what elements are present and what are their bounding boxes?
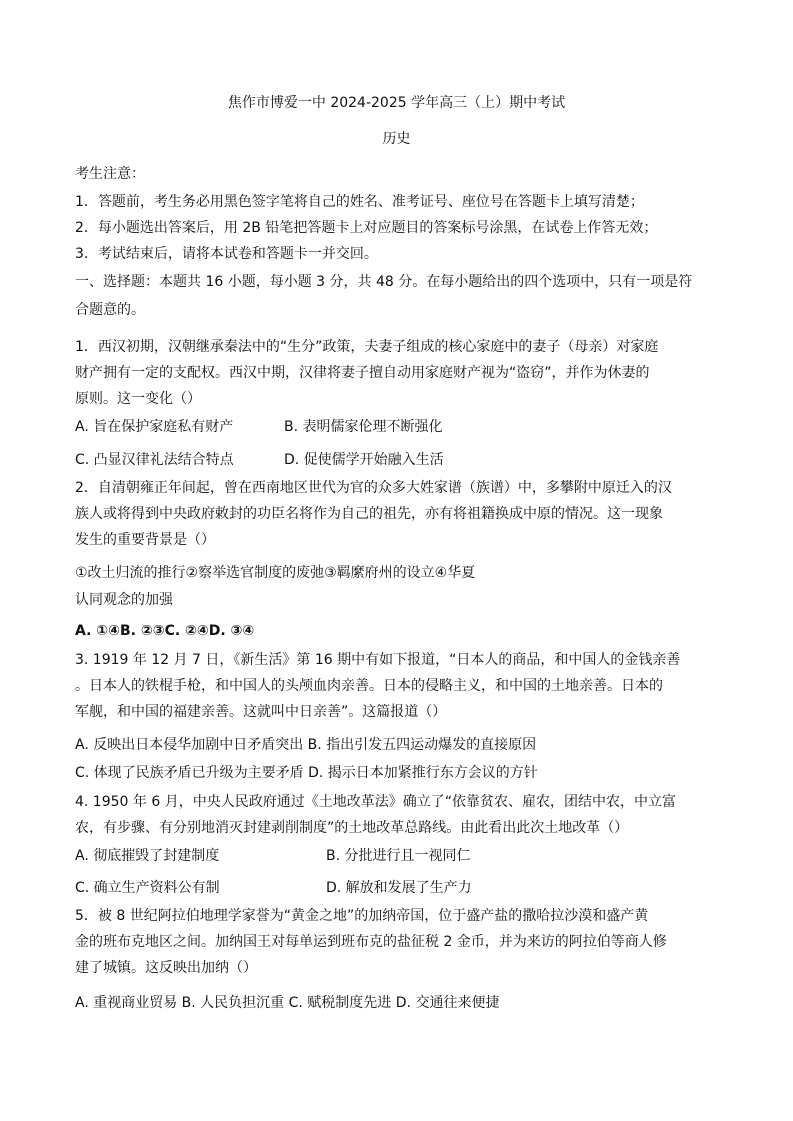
question-2-items: ①改土归流的推行②察举选官制度的废弛③羁縻府州的设立④华夏 [75,565,476,581]
notice-item: 3．考试结束后，请将本试卷和答题卡一并交回。 [75,246,378,262]
section-heading: 一、选择题：本题共 16 小题，每小题 3 分，共 48 分。在每小题给出的四个选项中，只有一项是符 [75,274,693,290]
question-1-text: 财产拥有一定的支配权。西汉中期，汉律将妻子擅自动用家庭财产视为“盗窃”，并作为休妻的 [75,365,650,381]
subject-title: 历史 [382,131,411,147]
question-3-text: 3. 1919 年 12 月 7 日，《新生活》第 16 期中有如下报道，“日本人的商品，和中国人的金钱亲善 [75,652,681,668]
question-4-text: 农，有步骤、有分别地消灭封建剥削制度”的土地改革总路线。由此看出此次土地改革（） [75,820,629,836]
question-2-text: 2．自清朝雍正年间起，曾在西南地区世代为官的众多大姓家谱（族谱）中，多攀附中原迁入的汉 [75,480,672,496]
question-4-option-b: B. 分批进行且一视同仁 [326,848,471,864]
notice-item: 1．答题前，考生务必用黑色签字笔将自己的姓名、准考证号、座位号在答题卡上填写清楚； [75,194,644,210]
question-3-text: 军舰，和中国的福建亲善。这就叫中日亲善”。这篇报道（） [75,704,447,720]
question-1-option-a: A. 旨在保护家庭私有财产 [75,419,234,435]
question-5-text: 建了城镇。这反映出加纳（） [75,960,257,976]
exam-title: 焦作市博爱一中 2024-2025 学年高三（上）期中考试 [227,95,566,111]
question-2-options: A. ①④B. ②③C. ②④D. ③④ [75,623,255,639]
question-2-text: 发生的重要背景是（） [75,532,215,548]
question-3-options-cd: C. 体现了民族矛盾已升级为主要矛盾 D. 揭示日本加紧推行东方会议的方针 [75,765,538,781]
question-2-items-cont: 认同观念的加强 [75,592,173,608]
question-4-text: 4. 1950 年 6 月，中央人民政府通过《土地改革法》确立了“依靠贫农、雇农，团结中农，中立富 [75,794,676,810]
question-5-options: A. 重视商业贸易 B. 人民负担沉重 C. 赋税制度先进 D. 交通往来便捷 [75,995,500,1011]
question-4-option-a: A. 彻底摧毁了封建制度 [75,848,220,864]
question-4-option-d: D. 解放和发展了生产力 [326,880,472,896]
question-1-text: 1．西汉初期，汉朝继承秦法中的“生分”政策，夫妻子组成的核心家庭中的妻子（母亲）对家庭 [75,339,659,355]
question-3-options-ab: A. 反映出日本侵华加剧中日矛盾突出 B. 指出引发五四运动爆发的直接原因 [75,737,537,753]
question-1-option-c: C. 凸显汉律礼法结合特点 [75,452,234,468]
question-5-text: 5．被 8 世纪阿拉伯地理学家誉为“黄金之地”的加纳帝国，位于盛产盐的撒哈拉沙漠和盛产黄 [75,908,649,924]
question-2-text: 族人或将得到中央政府敕封的功臣名将作为自己的祖先，亦有将祖籍换成中原的情况。这一现象 [75,506,663,522]
notice-item: 2．每小题选出答案后，用 2B 铅笔把答题卡上对应题目的答案标号涂黑，在试卷上作答无效； [75,220,658,236]
notice-heading: 考生注意： [75,166,145,182]
question-1-option-b: B. 表明儒家伦理不断强化 [284,419,443,435]
question-5-text: 金的班布克地区之间。加纳国王对每单运到班布克的盐征税 2 金币，并为来访的阿拉伯等商人修 [75,934,667,950]
question-1-option-d: D. 促使儒学开始融入生活 [284,452,444,468]
question-3-text: 。日本人的铁棍手枪，和中国人的头颅血肉亲善。日本的侵略主义，和中国的土地亲善。日本的 [75,678,663,694]
question-1-text: 原则。这一变化（） [75,391,201,407]
section-heading-cont: 合题意的。 [75,302,145,318]
question-4-option-c: C. 确立生产资料公有制 [75,880,220,896]
